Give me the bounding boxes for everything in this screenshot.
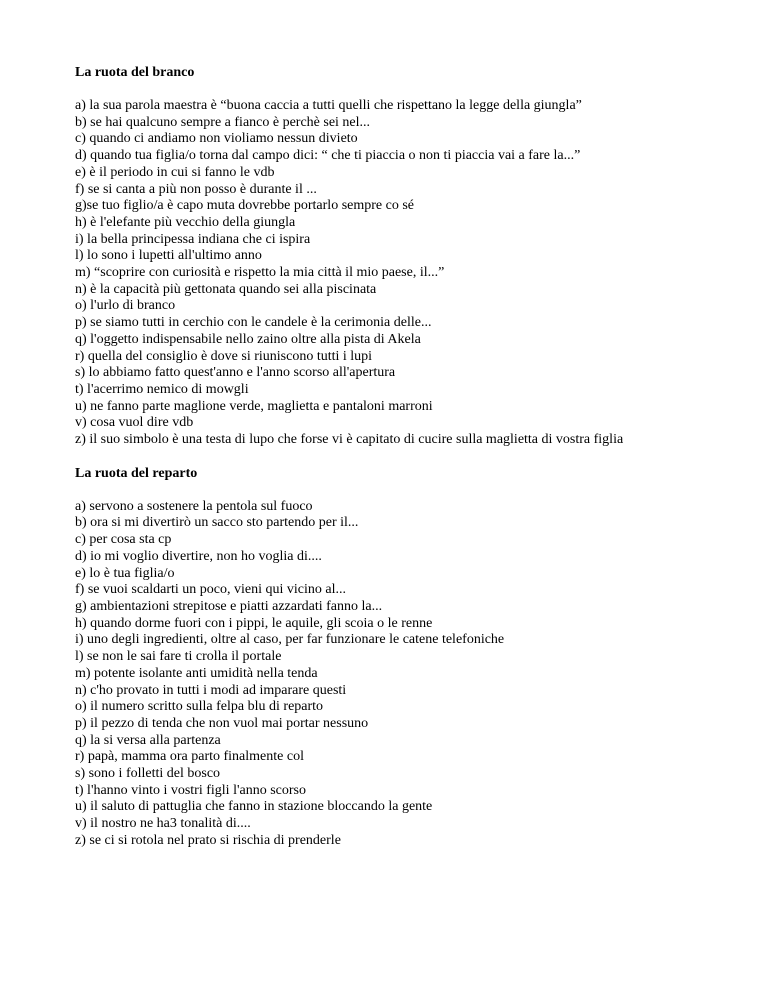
branco-question-item: t) l'acerrimo nemico di mowgli xyxy=(75,381,249,397)
question-list-reparto xyxy=(75,499,755,850)
branco-question-item: q) l'oggetto indispensabile nello zaino oltre alla pista di Akela xyxy=(75,331,421,347)
branco-question-item: r) quella del consiglio è dove si riuniscono tutti i lupi xyxy=(75,348,373,364)
branco-question-item: v) cosa vuol dire vdb xyxy=(75,415,194,431)
branco-question-item: b) se hai qualcuno sempre a fianco è perchè sei nel... xyxy=(75,114,371,130)
reparto-question-item: s) sono i folletti del bosco xyxy=(75,766,221,782)
reparto-question-item: n) c'ho provato in tutti i modi ad imparare questi xyxy=(75,682,347,698)
branco-question-item: l) lo sono i lupetti all'ultimo anno xyxy=(75,248,262,264)
reparto-question-item: d) io mi voglio divertire, non ho voglia di.... xyxy=(75,548,322,564)
reparto-question-item: z) se ci si rotola nel prato si rischia di prenderle xyxy=(75,832,341,848)
branco-question-item: e) è il periodo in cui si fanno le vdb xyxy=(75,164,275,180)
branco-question-item: p) se siamo tutti in cerchio con le candele è la cerimonia delle... xyxy=(75,315,432,331)
reparto-question-item: h) quando dorme fuori con i pippi, le aquile, gli scoia o le renne xyxy=(75,615,433,631)
branco-question-item: s) lo abbiamo fatto quest'anno e l'anno scorso all'apertura xyxy=(75,365,396,381)
branco-question-item: o) l'urlo di branco xyxy=(75,298,176,314)
reparto-question-item: l) se non le sai fare ti crolla il portale xyxy=(75,649,282,665)
reparto-question-item: b) ora si mi divertirò un sacco sto partendo per il... xyxy=(75,515,359,531)
reparto-question-item: v) il nostro ne ha3 tonalità di.... xyxy=(75,816,251,832)
branco-question-item: u) ne fanno parte maglione verde, maglietta e pantaloni marroni xyxy=(75,398,433,414)
branco-question-item: g)se tuo figlio/a è capo muta dovrebbe portarlo sempre co sé xyxy=(75,198,414,214)
section-title-branco: La ruota del branco xyxy=(75,65,195,80)
reparto-question-item: c) per cosa sta cp xyxy=(75,532,172,548)
branco-question-item: c) quando ci andiamo non violiamo nessun divieto xyxy=(75,131,358,147)
reparto-question-item: m) potente isolante anti umidità nella tenda xyxy=(75,665,318,681)
document-page xyxy=(75,64,755,850)
branco-question-item: d) quando tua figlia/o torna dal campo dici: “ che ti piaccia o non ti piaccia vai a fare la...” xyxy=(75,148,581,164)
branco-question-item: a) la sua parola maestra è “buona caccia a tutti quelli che rispettano la legge della giungla” xyxy=(75,98,582,113)
reparto-question-item: g) ambientazioni strepitose e piatti azzardati fanno la... xyxy=(75,598,383,614)
reparto-question-item: r) papà, mamma ora parto finalmente col xyxy=(75,749,304,765)
branco-question-item: z) il suo simbolo è una testa di lupo che forse vi è capitato di cucire sulla maglietta di vostra figlia xyxy=(75,432,624,448)
question-list-branco xyxy=(75,98,755,449)
reparto-question-item: p) il pezzo di tenda che non vuol mai portar nessuno xyxy=(75,715,369,731)
branco-question-item: i) la bella principessa indiana che ci ispira xyxy=(75,231,311,247)
reparto-question-item: a) servono a sostenere la pentola sul fuoco xyxy=(75,498,313,514)
reparto-question-item: e) lo è tua figlia/o xyxy=(75,565,175,581)
branco-question-item: m) “scoprire con curiosità e rispetto la mia città il mio paese, il...” xyxy=(75,265,445,281)
reparto-question-item: t) l'hanno vinto i vostri figli l'anno scorso xyxy=(75,782,306,798)
reparto-question-item: f) se vuoi scaldarti un poco, vieni qui vicino al... xyxy=(75,582,346,598)
branco-question-item: h) è l'elefante più vecchio della giungla xyxy=(75,214,296,230)
reparto-question-item: o) il numero scritto sulla felpa blu di reparto xyxy=(75,699,324,715)
reparto-question-item: i) uno degli ingredienti, oltre al caso, per far funzionare le catene telefoniche xyxy=(75,632,505,648)
branco-question-item: f) se si canta a più non posso è durante il ... xyxy=(75,181,317,197)
section-title-reparto: La ruota del reparto xyxy=(75,465,198,481)
branco-question-item: n) è la capacità più gettonata quando sei alla piscinata xyxy=(75,281,377,297)
reparto-question-item: q) la si versa alla partenza xyxy=(75,732,221,748)
reparto-question-item: u) il saluto di pattuglia che fanno in stazione bloccando la gente xyxy=(75,799,433,815)
